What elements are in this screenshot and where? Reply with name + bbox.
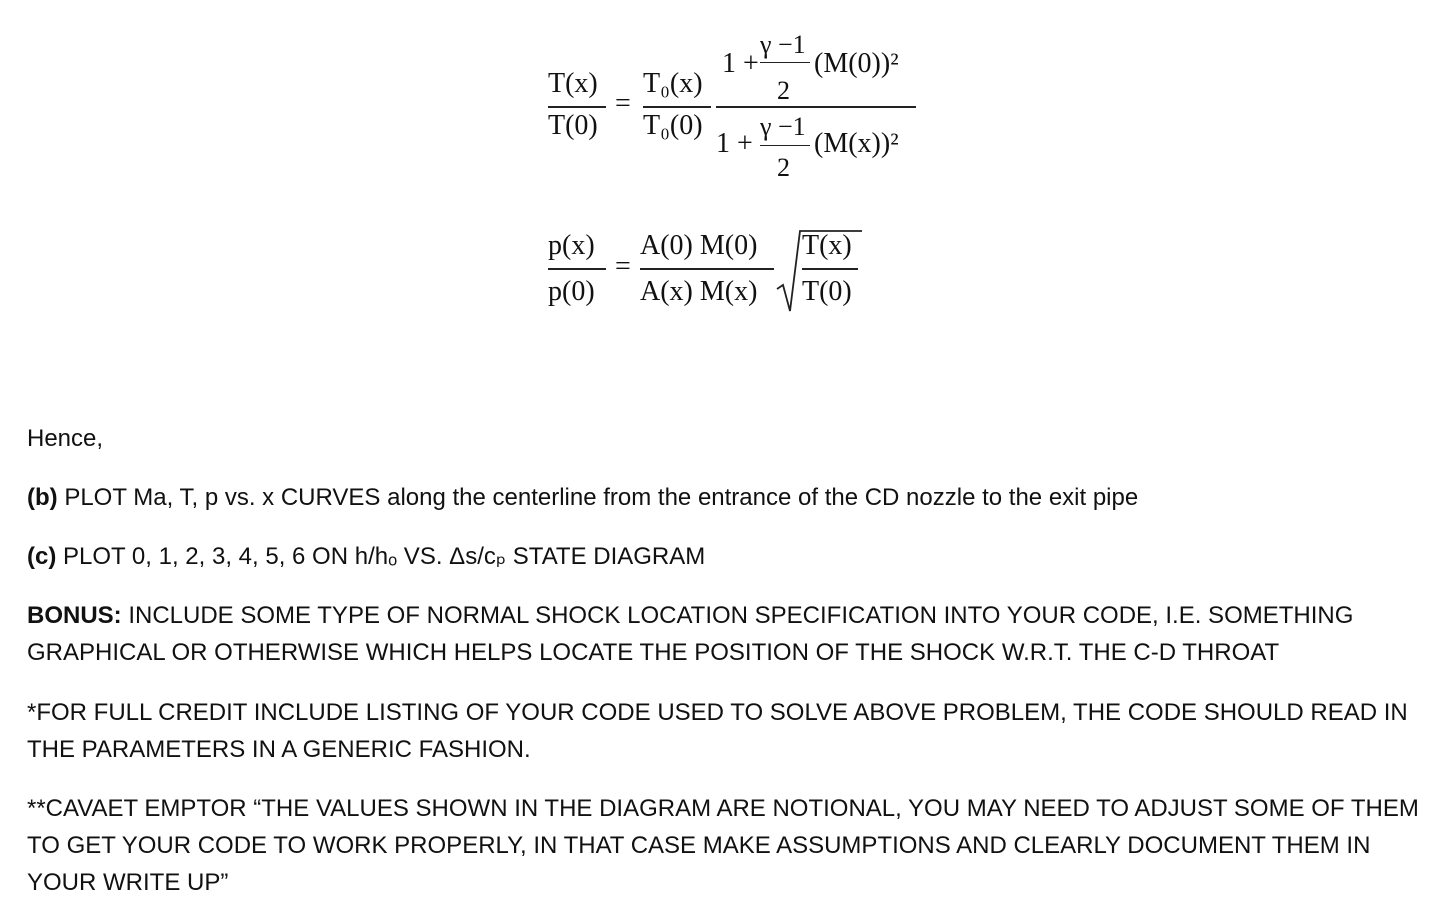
p-ratio-area-mach-denominator: A(x) M(x) xyxy=(640,276,758,307)
t-ratio-bottom-gamma: γ −1 xyxy=(760,112,806,141)
hence-line xyxy=(27,420,1432,457)
p-ratio-lhs-bar xyxy=(548,268,606,270)
p-ratio-root-denominator: T(0) xyxy=(802,276,852,307)
t-ratio-top-one-plus: 1 + xyxy=(722,48,759,79)
bonus-paragraph xyxy=(27,597,1432,671)
t-ratio-lhs-denominator: T(0) xyxy=(548,110,598,141)
caveat-paragraph xyxy=(27,790,1432,901)
t-ratio-top-mach: (M(0))² xyxy=(814,48,899,79)
p-ratio-lhs-denominator: p(0) xyxy=(548,276,595,307)
t-ratio-bottom-one-plus: 1 + xyxy=(716,128,753,159)
part-b-line xyxy=(27,479,1432,516)
part-b-label: (b) xyxy=(27,484,58,511)
t-ratio-equals: = xyxy=(615,88,631,119)
part-c-line xyxy=(27,538,1432,575)
full-credit-paragraph xyxy=(27,694,1432,768)
t-ratio-top-two: 2 xyxy=(777,76,790,105)
t-ratio-stagnation-numerator: T₀(x) xyxy=(643,68,703,99)
caveat-text: **CAVAET EMPTOR “THE VALUES SHOWN IN THE DIAGRAM ARE NOTIONAL, YOU MAY NEED TO ADJUST SOME OF THEM TO GET YOUR CODE TO WORK PROPERLY, IN THAT CASE MAKE ASSUMPTIONS AND CLEARLY DOCUMENT THEM IN YOUR WRITE UP” xyxy=(27,795,1419,896)
t-ratio-lhs-numerator: T(x) xyxy=(548,68,598,99)
p-ratio-equals: = xyxy=(615,251,631,282)
p-ratio-root-numerator: T(x) xyxy=(802,230,852,261)
t-ratio-stagnation-denominator: T₀(0) xyxy=(643,110,703,141)
part-c-label: (c) xyxy=(27,543,57,570)
p-ratio-area-mach-bar xyxy=(640,268,774,270)
t-ratio-bottom-mach: (M(x))² xyxy=(814,128,899,159)
p-ratio-area-mach-numerator: A(0) M(0) xyxy=(640,230,758,261)
hence-text: Hence, xyxy=(27,425,104,452)
p-ratio-root-bar xyxy=(802,268,858,270)
part-c-text: PLOT 0, 1, 2, 3, 4, 5, 6 ON h/hₒ VS. Δs/cₚ STATE DIAGRAM xyxy=(56,543,706,570)
p-ratio-lhs-numerator: p(x) xyxy=(548,230,595,261)
pressure-ratio-equation xyxy=(0,0,1450,340)
t-ratio-top-gamma: γ −1 xyxy=(760,30,806,59)
bonus-label: BONUS: xyxy=(27,602,122,629)
full-credit-text: *FOR FULL CREDIT INCLUDE LISTING OF YOUR CODE USED TO SOLVE ABOVE PROBLEM, THE CODE SHOULD READ IN THE PARAMETERS IN A GENERIC FASHION. xyxy=(27,699,1408,763)
t-ratio-bottom-two: 2 xyxy=(777,153,790,182)
bonus-text: INCLUDE SOME TYPE OF NORMAL SHOCK LOCATION SPECIFICATION INTO YOUR CODE, I.E. SOMETHING GRAPHICAL OR OTHERWISE WHICH HELPS LOCATE THE POSITION OF THE SHOCK W.R.T. THE C-D THROAT xyxy=(27,602,1354,666)
part-b-text: PLOT Ma, T, p vs. x CURVES along the centerline from the entrance of the CD nozzle to the exit pipe xyxy=(57,484,1139,511)
